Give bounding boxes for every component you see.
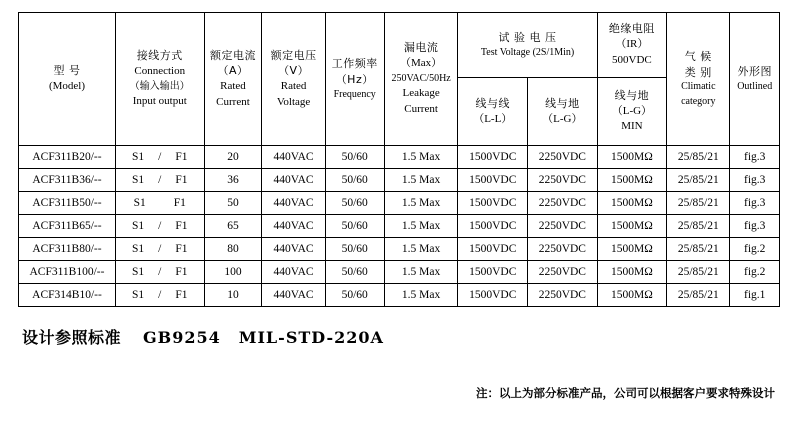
cell-leakage: 1.5 Max — [384, 261, 458, 284]
header-test-lg-cn: 线与地 — [545, 96, 580, 110]
header-test-voltage-cn: 试 验 电 压 — [498, 30, 557, 44]
cell-insulation: 1500MΩ — [597, 215, 667, 238]
cell-insulation: 1500MΩ — [597, 169, 667, 192]
header-outlined-en: Outlined — [737, 80, 773, 92]
design-standards-label: 设计参照标准 — [22, 328, 122, 347]
header-model-en: (Model) — [48, 80, 85, 92]
cell-frequency: 50/60 — [325, 238, 384, 261]
cell-climatic: 25/85/21 — [667, 146, 730, 169]
cell-insulation: 1500MΩ — [597, 284, 667, 307]
cell-climatic: 25/85/21 — [667, 238, 730, 261]
cell-connection — [115, 215, 204, 238]
cell-insulation: 1500MΩ — [597, 192, 667, 215]
header-connection — [115, 13, 204, 146]
cell-leakage: 1.5 Max — [384, 169, 458, 192]
header-rated-voltage-cn: 额定电压 — [270, 48, 317, 62]
cell-frequency: 50/60 — [325, 192, 384, 215]
cell-test-ll: 1500VDC — [458, 284, 528, 307]
cell-connection-out: F1 — [175, 219, 188, 232]
cell-outlined: fig.1 — [730, 284, 780, 307]
cell-rated-current: 20 — [204, 146, 262, 169]
header-climatic-cn2: 类 别 — [684, 65, 712, 79]
header-rated-current-en2: Current — [216, 95, 250, 108]
header-leakage-current — [384, 13, 458, 146]
header-test-voltage-lg — [527, 78, 597, 145]
cell-test-lg: 2250VDC — [528, 169, 598, 192]
design-standard-1: GB9254 — [143, 328, 221, 347]
header-climatic-category — [667, 13, 730, 146]
cell-connection — [115, 146, 204, 169]
header-test-ll-en: （L-L） — [473, 112, 513, 125]
design-standard-2: MIL-STD-220A — [238, 328, 384, 347]
cell-climatic: 25/85/21 — [667, 261, 730, 284]
cell-test-ll: 1500VDC — [458, 146, 528, 169]
cell-rated-current: 100 — [204, 261, 262, 284]
table-row — [19, 284, 780, 307]
cell-test-lg: 2250VDC — [528, 146, 598, 169]
cell-leakage: 1.5 Max — [384, 192, 458, 215]
header-insulation-sub-cn: 线与地 — [614, 88, 650, 102]
header-connection-en2: Input output — [132, 95, 187, 108]
header-insulation-abbr: （IR） — [615, 38, 649, 51]
header-rated-current-en: Rated — [220, 80, 246, 92]
header-rated-voltage-en: Rated — [280, 80, 307, 92]
header-rated-voltage — [262, 13, 325, 146]
cell-frequency: 50/60 — [325, 215, 384, 238]
cell-test-lg: 2250VDC — [528, 192, 598, 215]
header-insulation-sub-en: （L-G） — [611, 104, 653, 117]
cell-test-ll: 1500VDC — [458, 192, 528, 215]
cell-rated-current: 10 — [204, 284, 262, 307]
cell-connection-in: S1 — [131, 288, 145, 301]
cell-model: ACF311B36/-- — [19, 169, 116, 192]
header-connection-cn: 接线方式 — [136, 49, 183, 63]
cell-test-ll: 1500VDC — [458, 238, 528, 261]
header-insulation-sub-en2: MIN — [621, 120, 643, 133]
header-connection-en: Connection — [134, 64, 186, 77]
cell-frequency: 50/60 — [325, 169, 384, 192]
header-frequency — [325, 13, 384, 146]
cell-model: ACF311B20/-- — [19, 146, 116, 169]
cell-connection — [115, 261, 204, 284]
cell-connection-out: F1 — [173, 196, 186, 209]
header-rated-current-unit: （A） — [217, 64, 249, 78]
table-row — [19, 261, 780, 284]
cell-leakage: 1.5 Max — [384, 146, 458, 169]
cell-test-lg: 2250VDC — [528, 238, 598, 261]
cell-rated-voltage: 440VAC — [262, 215, 325, 238]
header-outlined — [730, 13, 780, 146]
cell-model: ACF311B50/-- — [19, 192, 116, 215]
header-climatic-en: Climatic — [681, 81, 716, 93]
cell-model: ACF311B80/-- — [19, 238, 116, 261]
cell-climatic: 25/85/21 — [667, 192, 730, 215]
cell-connection-in: S1 — [131, 265, 145, 278]
cell-connection — [115, 192, 204, 215]
cell-outlined: fig.3 — [730, 192, 780, 215]
cell-connection-out: F1 — [175, 173, 188, 186]
cell-rated-current: 65 — [204, 215, 262, 238]
header-rated-current-cn: 额定电流 — [209, 48, 256, 62]
footer-note: 注：以上为部分标准产品，公司可以根据客户要求特殊设计 — [476, 386, 775, 400]
cell-connection-sep: / — [158, 242, 162, 255]
header-rated-voltage-en2: Voltage — [276, 95, 311, 108]
table-row — [19, 192, 780, 215]
table-row — [19, 169, 780, 192]
header-test-voltage-en: Test Voltage (2S/1Min) — [480, 46, 575, 58]
header-insulation-resistance — [597, 13, 667, 146]
header-leakage-unit: （Max） — [400, 57, 443, 69]
cell-connection-sep: / — [158, 173, 162, 186]
header-insulation-cn: 绝缘电阻 — [608, 22, 655, 36]
cell-test-lg: 2250VDC — [528, 261, 598, 284]
cell-connection-out: F1 — [175, 265, 188, 278]
cell-test-ll: 1500VDC — [458, 261, 528, 284]
cell-connection-sep: / — [158, 288, 162, 301]
cell-connection-in: S1 — [133, 196, 146, 209]
cell-rated-current: 80 — [204, 238, 262, 261]
cell-model: ACF314B10/-- — [19, 284, 116, 307]
cell-rated-voltage: 440VAC — [262, 146, 325, 169]
cell-outlined: fig.2 — [730, 261, 780, 284]
cell-test-ll: 1500VDC — [458, 169, 528, 192]
cell-climatic: 25/85/21 — [667, 284, 730, 307]
cell-connection-in: S1 — [131, 219, 145, 232]
cell-frequency: 50/60 — [325, 284, 384, 307]
cell-connection-in: S1 — [131, 242, 145, 255]
cell-connection — [115, 284, 204, 307]
cell-rated-current: 50 — [204, 192, 262, 215]
header-rated-current — [204, 13, 262, 146]
table-row — [19, 215, 780, 238]
header-test-ll-cn: 线与线 — [475, 96, 511, 110]
cell-leakage: 1.5 Max — [384, 284, 458, 307]
cell-outlined: fig.3 — [730, 146, 780, 169]
header-climatic-en2: category — [681, 95, 716, 107]
table-row — [19, 238, 780, 261]
header-frequency-en: Frequency — [333, 88, 376, 100]
header-test-lg-en: （L-G） — [542, 112, 583, 125]
cell-leakage: 1.5 Max — [384, 238, 458, 261]
header-leakage-cn: 漏电流 — [403, 41, 439, 55]
specification-table — [18, 12, 780, 307]
cell-leakage: 1.5 Max — [384, 215, 458, 238]
header-test-voltage-ll — [458, 78, 527, 145]
header-model-cn: 型 号 — [53, 64, 81, 78]
header-frequency-cn: 工作频率 — [331, 57, 378, 70]
header-rated-voltage-unit: （V） — [278, 64, 310, 78]
cell-rated-voltage: 440VAC — [262, 238, 325, 261]
table-body — [19, 146, 780, 307]
cell-test-lg: 2250VDC — [528, 284, 598, 307]
cell-connection — [115, 169, 204, 192]
cell-climatic: 25/85/21 — [667, 169, 730, 192]
cell-climatic: 25/85/21 — [667, 215, 730, 238]
cell-connection — [115, 238, 204, 261]
header-frequency-unit: （Hz） — [335, 72, 374, 86]
cell-connection-out: F1 — [175, 288, 188, 301]
cell-insulation: 1500MΩ — [597, 261, 667, 284]
cell-test-lg: 2250VDC — [528, 215, 598, 238]
cell-outlined: fig.3 — [730, 169, 780, 192]
cell-connection-out: F1 — [175, 150, 188, 163]
cell-model: ACF311B65/-- — [19, 215, 116, 238]
header-test-voltage — [458, 13, 597, 146]
cell-connection-sep: / — [158, 265, 162, 278]
cell-rated-voltage: 440VAC — [262, 261, 325, 284]
table-header — [19, 13, 780, 146]
header-climatic-cn: 气 候 — [684, 49, 712, 63]
cell-insulation: 1500MΩ — [597, 238, 667, 261]
cell-outlined: fig.3 — [730, 215, 780, 238]
table-row — [19, 146, 780, 169]
cell-rated-current: 36 — [204, 169, 262, 192]
cell-frequency: 50/60 — [325, 261, 384, 284]
cell-rated-voltage: 440VAC — [262, 192, 325, 215]
cell-model: ACF311B100/-- — [19, 261, 116, 284]
cell-rated-voltage: 440VAC — [262, 284, 325, 307]
header-leakage-en: Leakage — [402, 87, 440, 100]
cell-connection-in: S1 — [131, 150, 145, 163]
header-leakage-en2: Current — [404, 103, 438, 115]
cell-connection-sep: / — [158, 219, 162, 232]
cell-connection-out: F1 — [175, 242, 188, 255]
header-leakage-condition: 250VAC/50Hz — [391, 72, 451, 84]
design-standards — [22, 325, 384, 348]
cell-frequency: 50/60 — [325, 146, 384, 169]
cell-rated-voltage: 440VAC — [262, 169, 325, 192]
header-insulation-condition: 500VDC — [612, 53, 652, 66]
cell-outlined: fig.2 — [730, 238, 780, 261]
header-outlined-cn: 外形图 — [737, 64, 772, 78]
header-connection-cn2: （输入输出） — [129, 80, 190, 92]
cell-insulation: 1500MΩ — [597, 146, 667, 169]
header-model — [19, 13, 116, 146]
header-insulation-lg — [598, 78, 667, 145]
cell-test-ll: 1500VDC — [458, 215, 528, 238]
cell-connection-sep: / — [158, 150, 162, 163]
cell-connection-in: S1 — [131, 173, 145, 186]
